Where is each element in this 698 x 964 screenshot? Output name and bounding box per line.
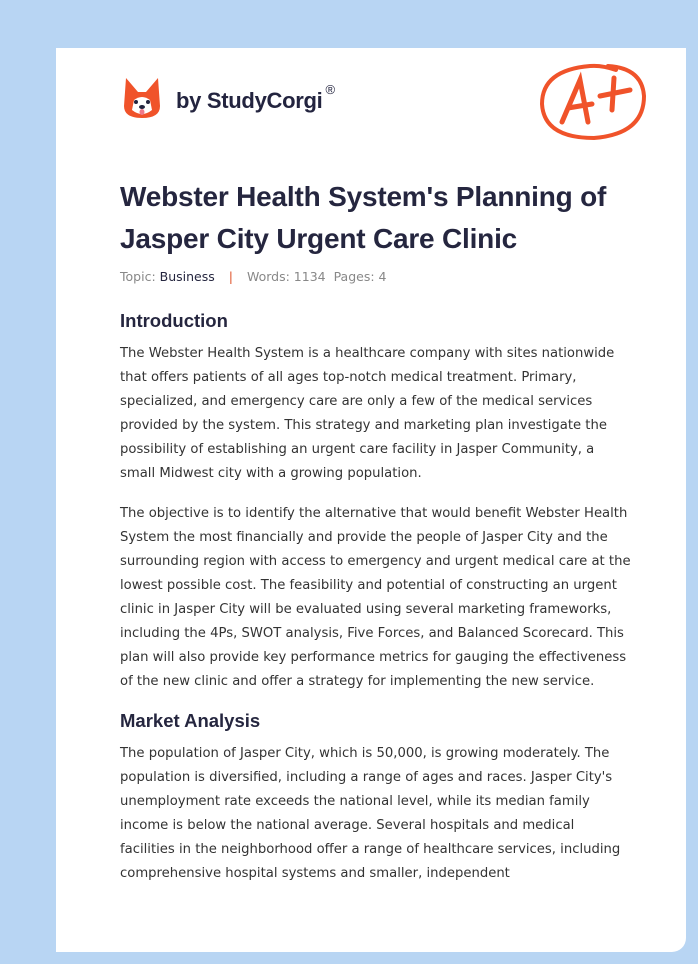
document-card [56, 48, 686, 952]
paragraph: The Webster Health System is a healthcare company with sites nationwide that offers patients of all ages top-notch medical treatment. Primary, specialized, and emergency care are only a few of the medical services provided by the system. This strategy and marketing plan investigate the possibility of establishing an urgent care facility in Jasper Community, a small Midwest city with a growing population. [120, 346, 615, 481]
page-count: 4 [378, 269, 387, 284]
topic-link[interactable]: Business [159, 269, 215, 284]
a-plus-grade-icon [538, 60, 648, 142]
section-heading-market-analysis: Market Analysis [120, 710, 261, 731]
paragraph: The population of Jasper City, which is 50,000, is growing moderately. The population is diversified, including a range of ages and races. Jasper City's unemployment rate exceeds the national level, while its median family income is below the national average. Several hospitals and medical facilities in the neighborhood offer a range of healthcare services, including comprehensive hospital systems and smaller, independent [120, 746, 621, 881]
pages-label: Pages: [333, 269, 375, 284]
meta-separator: | [228, 269, 233, 284]
section-heading-introduction: Introduction [120, 310, 228, 331]
registered-mark: ® [325, 82, 335, 97]
studycorgi-logo[interactable] [122, 76, 335, 120]
words-label: Words: [246, 269, 290, 284]
corgi-icon [122, 76, 162, 120]
topic-label: Topic: [120, 269, 156, 284]
document-meta [120, 269, 632, 284]
word-count: 1134 [293, 269, 326, 284]
paragraph: The objective is to identify the alternative that would benefit Webster Health System the most financially and provide the people of Jasper City and the surrounding region with access to emergency and urgent medical care at the lowest possible cost. The feasibility and potential of constructing an urgent clinic in Jasper City will be evaluated using several marketing frameworks, including the 4Ps, SWOT analysis, Five Forces, and Balanced Scorecard. This plan will also provide key performance metrics for gauging the effectiveness of the new clinic and offer a strategy for implementing the new service. [120, 506, 631, 689]
page-title: Webster Health System's Planning of Jasper City Urgent Care Clinic [120, 181, 607, 254]
brand-name: by StudyCorgi [176, 88, 323, 113]
